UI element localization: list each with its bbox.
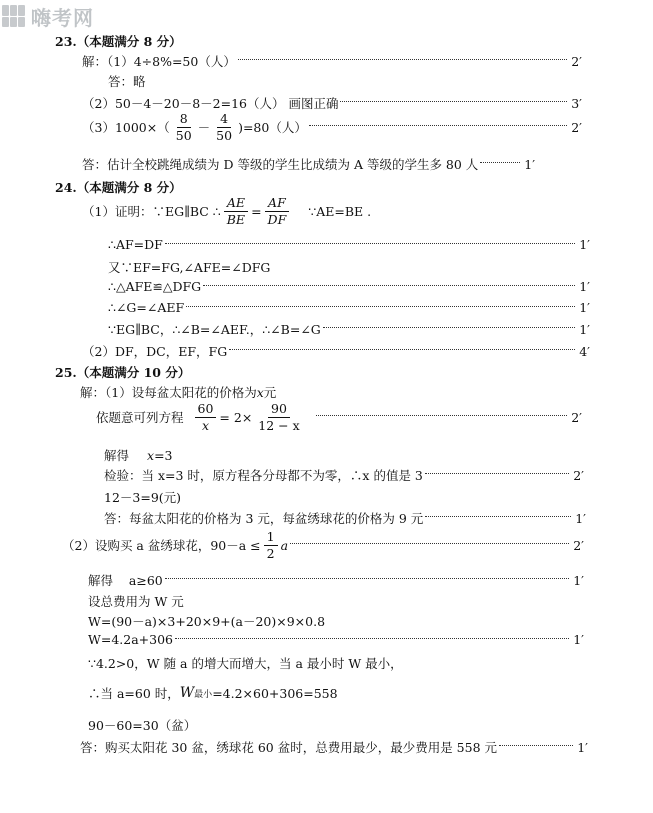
- q25-line6-text: 答：每盆太阳花的价格为 3 元，每盆绣球花的价格为 9 元: [104, 511, 424, 526]
- q24-line6: [108, 320, 590, 338]
- variable: x: [147, 447, 155, 463]
- q25-line9: 设总费用为 W 元: [88, 594, 184, 609]
- numerator: 60: [195, 402, 217, 418]
- fraction: [173, 112, 195, 143]
- q25-line15: [80, 738, 588, 756]
- q24-line4-score: 1′: [579, 279, 590, 294]
- q25-line2-score: 2′: [571, 409, 582, 425]
- q23-line4-post: )=80（人）: [238, 120, 307, 136]
- q25-line7-post: a: [280, 537, 289, 553]
- watermark-logo: [2, 2, 94, 30]
- dot-leader: [186, 305, 575, 307]
- q24-line4: [108, 279, 590, 294]
- fraction: [195, 402, 217, 433]
- variable: x: [256, 384, 264, 400]
- q23-line1-text: 解：（1）4÷8%=50（人）: [82, 54, 236, 69]
- q25-line7: [62, 530, 584, 561]
- w-symbol: W: [179, 685, 195, 701]
- q24-line1-pre: （1）证明：∵EG∥BC ∴: [82, 204, 221, 220]
- q25-line11-score: 1′: [573, 632, 584, 647]
- q24-line5: [108, 300, 590, 315]
- dot-leader: [238, 58, 567, 60]
- q25-line6: [104, 509, 586, 527]
- q25-line6-score: 1′: [575, 510, 586, 526]
- dot-leader: [229, 348, 575, 350]
- q24-line6-score: 1′: [579, 321, 590, 337]
- q25-line11: [88, 632, 584, 647]
- q25-line1-pre: 解：（1）设每盆太阳花的价格为: [80, 385, 257, 400]
- denominator: x: [201, 417, 209, 433]
- fraction: [265, 196, 290, 227]
- dot-leader: [175, 637, 569, 639]
- q25-line3-pre: 解得: [104, 448, 130, 463]
- q25-line8-score: 1′: [573, 572, 584, 588]
- dot-leader: [165, 577, 569, 579]
- q25-line5: 12－3=9(元): [104, 490, 182, 505]
- q23-line4-pre: （3）1000×（: [82, 120, 170, 136]
- q23-line5-score: 1′: [524, 156, 536, 172]
- fraction: [264, 530, 278, 561]
- q24-line4-text: ∴△AFE≌△DFG: [108, 279, 202, 294]
- q24-title: 24.（本题满分 8 分）: [55, 180, 182, 195]
- q24-line2: [108, 237, 590, 252]
- dot-leader: [165, 242, 575, 244]
- q23-line5: [82, 155, 582, 173]
- fraction: [224, 196, 248, 227]
- dot-leader: [323, 326, 575, 328]
- denominator: 2: [266, 545, 275, 561]
- q25-line13-pre: ∴当 a=60 时，: [88, 686, 180, 701]
- denominator: 12 − x: [258, 417, 300, 433]
- q25-line2-pre: 依题意可列方程: [96, 410, 184, 426]
- denominator: 50: [175, 127, 192, 143]
- q24-line3: 又∵EF=FG,∠AFE=∠DFG: [108, 260, 271, 275]
- q24-line2-score: 1′: [579, 237, 590, 252]
- q24-line7: [82, 342, 590, 360]
- numerator: 8: [177, 112, 191, 128]
- q25-line3-post: =3: [154, 447, 173, 463]
- dot-leader: [290, 542, 569, 544]
- dot-leader: [499, 744, 573, 746]
- q23-title: 23.（本题满分 8 分）: [55, 34, 182, 49]
- w-subscript: 最小: [194, 689, 213, 700]
- q25-line8-text: 解得 a≥60: [88, 573, 163, 588]
- numerator: AE: [224, 196, 248, 212]
- q25-line11-text: W=4.2a+306: [88, 632, 173, 647]
- numerator: AF: [265, 196, 289, 212]
- q25-line14: 90－60=30（盆）: [88, 718, 197, 733]
- fraction: [255, 402, 302, 433]
- q23-line3-score: 3′: [571, 95, 582, 111]
- q23-line1: [82, 52, 582, 70]
- denominator: 50: [216, 127, 233, 143]
- q24-line1-post: ∵AE=BE .: [308, 203, 372, 219]
- q23-line5-text: 答：估计全校跳绳成绩为 D 等级的学生比成绩为 A 等级的学生多 80 人: [82, 157, 479, 172]
- equals: =: [251, 203, 262, 219]
- q25-line15-text: 答：购买太阳花 30 盆，绣球花 60 盆时，总费用最少，最少费用是 558 元: [80, 740, 498, 755]
- q25-line2: [96, 402, 582, 433]
- watermark-text: 嗨考网: [31, 5, 94, 30]
- dot-leader: [425, 515, 571, 517]
- q24-line6-text: ∵EG∥BC，∴∠B=∠AEF.，∴∠B=∠G: [108, 322, 321, 337]
- numerator: 4: [217, 112, 231, 128]
- q23-line4: [82, 112, 582, 143]
- q24-line2-text: ∴AF=DF: [108, 237, 163, 252]
- q25-line13: [88, 684, 338, 702]
- q23-line4-score: 2′: [571, 119, 582, 135]
- dot-leader: [425, 472, 569, 474]
- q24-line5-score: 1′: [579, 300, 590, 315]
- q24-line7-score: 4′: [579, 343, 590, 359]
- dot-leader: [316, 414, 568, 416]
- q25-line1: [80, 383, 276, 401]
- denominator: BE: [226, 211, 246, 227]
- q23-line1-score: 2′: [571, 53, 582, 69]
- dot-leader: [203, 284, 575, 286]
- q25-line15-score: 1′: [577, 739, 588, 755]
- numerator: 1: [264, 530, 278, 546]
- q24-line5-text: ∴∠G=∠AEF: [108, 300, 185, 315]
- dot-leader: [480, 161, 520, 163]
- q24-line7-text: （2）DF，DC，EF，FG: [82, 344, 228, 359]
- q25-line7-pre: （2）设购买 a 盆绣球花，90－a ≤: [62, 538, 261, 554]
- q23-line3: [82, 94, 582, 112]
- q25-line8: [88, 571, 584, 589]
- operator: －: [197, 120, 211, 136]
- q25-line12: ∵4.2>0，W 随 a 的增大而增大，当 a 最小时 W 最小，: [88, 656, 403, 671]
- numerator: 90: [268, 402, 290, 418]
- q25-line4-text: 检验：当 x=3 时，原方程各分母都不为零，∴x 的值是 3: [104, 468, 423, 483]
- q25-line2-mid: = 2×: [219, 409, 253, 425]
- q25-line10: W=(90－a)×3+20×9+(a－20)×9×0.8: [88, 614, 326, 629]
- q23-line2: 答：略: [108, 74, 146, 89]
- q25-line7-score: 2′: [573, 537, 584, 553]
- q25-title: 25.（本题满分 10 分）: [55, 365, 191, 380]
- q23-line3-text: （2）50－4－20－8－2=16（人） 画图正确: [82, 96, 339, 111]
- dot-leader: [309, 124, 567, 126]
- denominator: DF: [267, 211, 287, 227]
- dot-leader: [340, 100, 567, 102]
- q25-line4-score: 2′: [573, 467, 584, 483]
- grid-icon: [2, 5, 26, 27]
- q25-line1-post: 元: [263, 385, 277, 400]
- q24-line1: [82, 196, 371, 227]
- q25-line3: [104, 446, 173, 464]
- q25-line13-post: =4.2×60+306=558: [212, 685, 338, 701]
- fraction: [213, 112, 235, 143]
- q25-line4: [104, 466, 584, 484]
